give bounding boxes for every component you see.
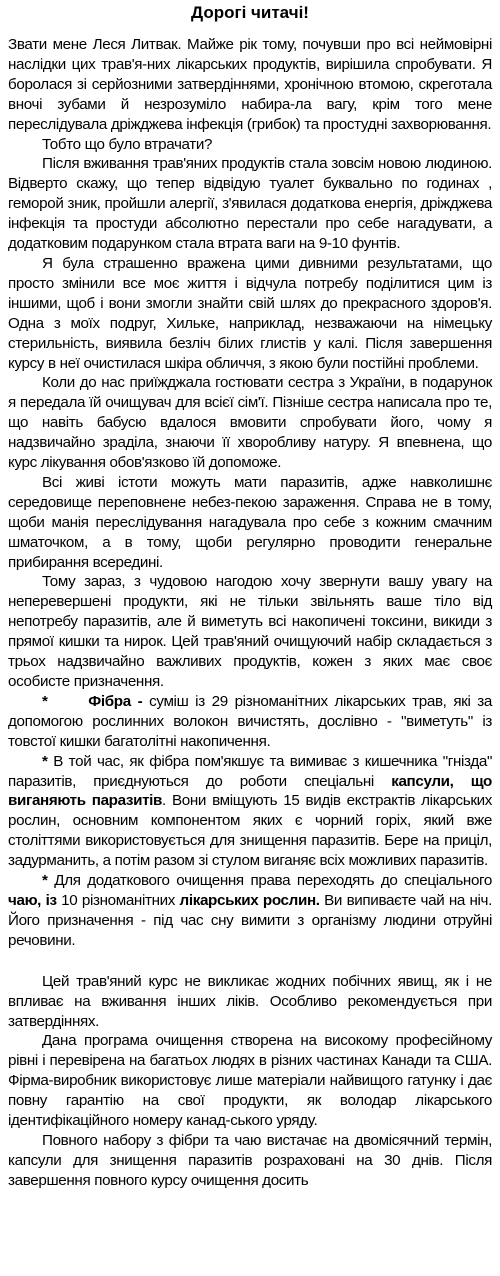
paragraph-products: Тому зараз, з чудовою нагодою хочу звернути вашу увагу на неперевершені продукти, які не тільки звільнять ваше тіло від непотребу паразитів, але й виметуть всі накопичені токсини, викиди з прямої кишки та нирок. Цей трав'яний очищуючий набір складається з трьох надзвичайно важливих продуктів, кожен з яких має своє особисте призначення. bbox=[8, 573, 492, 690]
paragraph-duration: Повного набору з фібри та чаю вистачає на двомісячний термін, капсули для знищення паразитів розраховані на 30 днів. Після завершення повного курсу очищення досить bbox=[8, 1131, 492, 1189]
paragraph-side-effects: Цей трав'яний курс не викликає жодних побічних явищ, як і не впливає на вживання інших ліків. Особливо рекомендується при затвердіннях. bbox=[8, 972, 492, 1030]
paragraph-fiber bbox=[8, 692, 492, 752]
capsules-text-2: . Вони вміщують 15 видів екстрактів лікарських рослин, основним компонентом яких є чорний горіх, який вже століттями використовується для знищення паразитів. Бере на приціл, задурманить, а потім разом зі стулом виганяє всіх можливих паразитів. bbox=[8, 792, 492, 870]
paragraph-question: Тобто що було втрачати? bbox=[42, 135, 213, 153]
paragraph-capsules bbox=[8, 752, 492, 871]
tea-text-1: Для додаткового очищення права переходять до спеціального bbox=[47, 872, 492, 890]
capsules-text-1: В той час, як фібра пом'якшує та вимиває з кишечника "гнізда" паразитів, приєднуються до роботи спеціальні bbox=[8, 752, 492, 790]
bullet-star: * bbox=[42, 872, 48, 890]
tea-text-3: Ви випиваєте чай на ніч. Його призначення - під час сну вимити з організму людини отруйні речовини. bbox=[8, 891, 492, 949]
paragraph-impressed: Я була страшенно вражена цими дивними результатами, що просто змінили все моє життя і відчула потребу поділитися цим із іншими, щоб і вони змогли знайти свій шлях до прекрасного здоров'я. Одна з моїх подруг, Хильке, наприклад, незважаючи на німецьку стерильність, виявила безліч білих глистів у калі. Після завершення курсу в неї очистилася шкіра обличчя, з якою були постійні проблеми. bbox=[8, 254, 492, 372]
paragraph-results: Після вживання трав'яних продуктів стала зовсім новою людиною. Відверто скажу, що тепер відвідую туалет буквально по годинах , геморой зник, пройшли алергії, з'явилася додаткова енергія, дріжджева інфекція та простуди абсолютно перестали про себе нагадувати, а додатковим подарунком стала втрата ваги на 9-10 фунтів. bbox=[8, 155, 492, 253]
herbs-term: лікарських рослин. bbox=[179, 891, 320, 909]
paragraph-tea bbox=[8, 871, 492, 951]
fiber-term: Фібра - bbox=[88, 692, 143, 710]
page-title: Дорогі читачі! bbox=[191, 3, 309, 22]
paragraph-sister: Коли до нас приїжджала гостювати сестра з України, в подарунок я передала їй очищувач для всієї сім'ї. Пізніше сестра написала про те, що навіть бабусю вдалося вмовити спробувати його, чому я надзвичайно зраділа, знаючи її хворобливу натуру. Я впевнена, що курс лікування обов'язково їй допоможе. bbox=[8, 374, 492, 472]
capsules-term: капсули, що виганяють паразитів bbox=[8, 772, 492, 810]
tea-text-2: 10 різноманітних bbox=[56, 891, 180, 909]
paragraph-intro: Звати мене Леся Литвак. Майже рік тому, почувши про всі неймовірні наслідки цих трав'я-них лікарських продуктів, вирішила спробувати. Я боролася зі серйозними затвердіннями, хронічною втомою, скреготала вночі зубами й незрозуміло набира-ла вагу, крім того мене переслідувала дріжджева інфекція (грибок) та простудні захворювання. bbox=[8, 36, 492, 133]
paragraph-parasites: Всі живі істоти можуть мати паразитів, адже навколишнє середовище переповнене небез-пекою зараження. Справа не в тому, щоби манія переслідування нагадувала про себе з кожним смачним шматочком, а в тому, щоби регулярно проводити генеральне прибирання всередині. bbox=[8, 473, 492, 571]
tea-term: чаю, із bbox=[8, 891, 57, 909]
bullet-star: * bbox=[42, 692, 48, 710]
paragraph-program: Дана програма очищення створена на високому професійному рівні і перевірена на багатьох людях в різних частинах Канади та США. Фірма-виробник використовує лише матеріали найвищого гатунку і дає повну гарантію на свої продукти, як володар лікарського ідентифікаційного номеру канад-ського уряду. bbox=[8, 1032, 492, 1130]
bullet-star: * bbox=[42, 752, 48, 770]
fiber-text: суміш із 29 різноманітних лікарських трав, які за допомогою рослинних волокон вичистять, дослівно - "виметуть" із товстої кишки багатолітні накопичення. bbox=[8, 692, 493, 750]
